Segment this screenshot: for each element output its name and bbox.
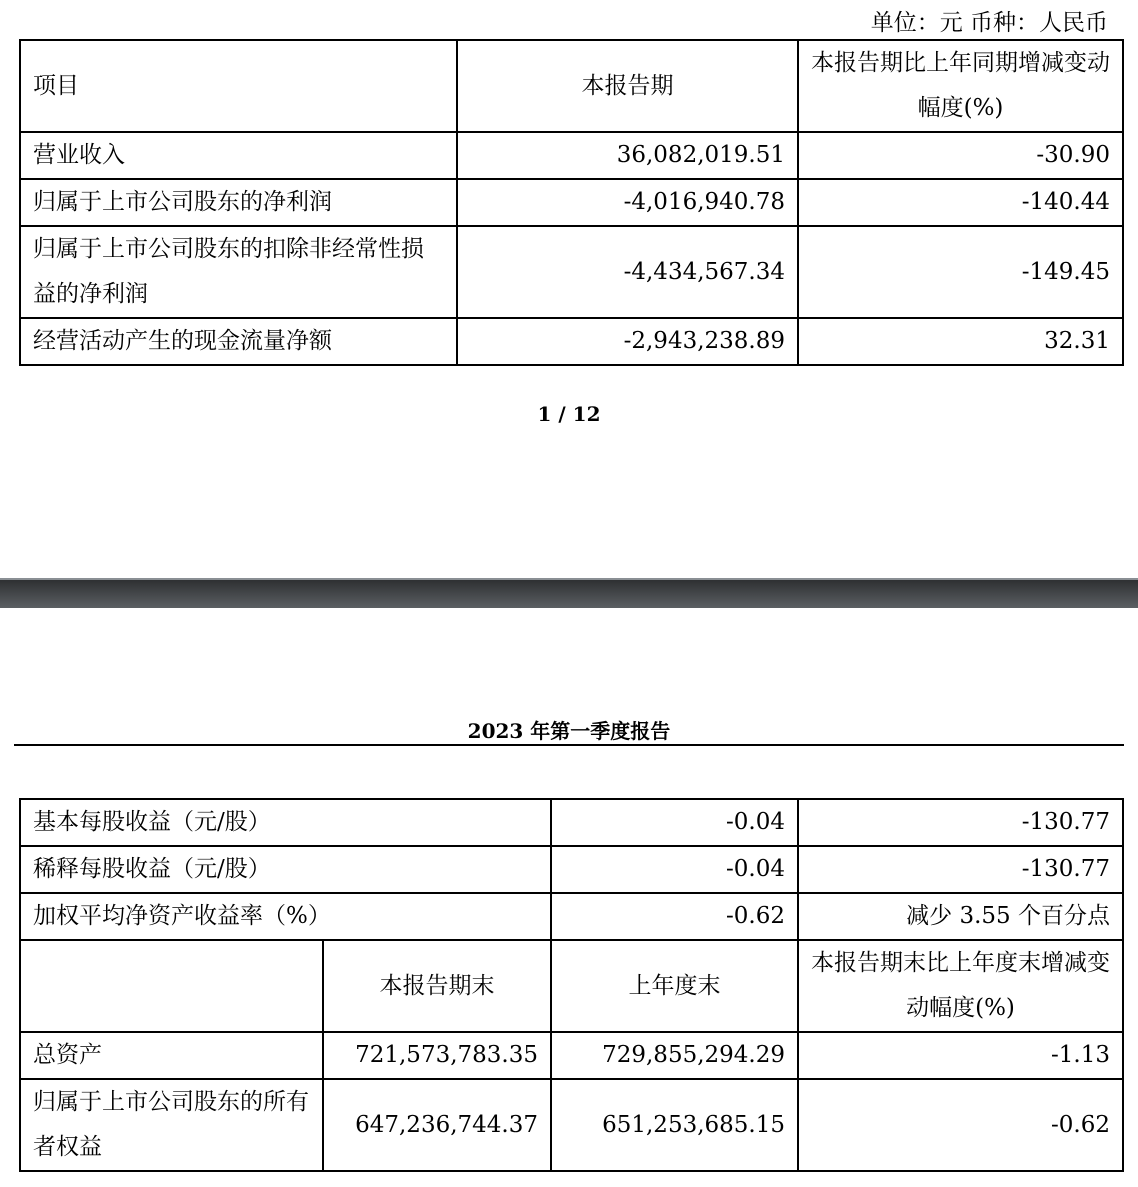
page-separator (0, 580, 1138, 608)
table-row (20, 893, 1123, 940)
table-row (20, 318, 1123, 365)
header-prior-year-end: 上年度末 (551, 940, 798, 1032)
row-current: -0.04 (551, 846, 798, 893)
title-underline (14, 744, 1124, 746)
row-item-label: 基本每股收益（元/股） (33, 809, 271, 835)
key-financials-table (19, 39, 1124, 366)
row-current: -2,943,238.89 (457, 318, 798, 365)
row-change: -0.62 (798, 1079, 1123, 1171)
header-change: 本报告期末比上年度末增减变动幅度(%) (798, 940, 1123, 1032)
table-row (20, 1079, 1123, 1171)
table-row (20, 226, 1123, 318)
row-change: 减少 3.55 个百分点 (798, 893, 1123, 940)
header-yoy-change: 本报告期比上年同期增减变动幅度(%) (798, 40, 1123, 132)
row-period-end: 721,573,783.35 (323, 1032, 551, 1079)
row-item: 归属于上市公司股东的扣除非经常性损益的净利润 (20, 226, 457, 318)
row-change: 32.31 (798, 318, 1123, 365)
row-item: 归属于上市公司股东的净利润 (20, 179, 457, 226)
header-item: 项目 (20, 40, 457, 132)
row-current: -4,434,567.34 (457, 226, 798, 318)
header-current-period: 本报告期 (457, 40, 798, 132)
row-change: -130.77 (798, 799, 1123, 846)
row-item: 加权平均净资产收益率（%） (20, 893, 551, 940)
table-header-row (20, 940, 1123, 1032)
row-change: -130.77 (798, 846, 1123, 893)
row-change: -140.44 (798, 179, 1123, 226)
row-item (20, 799, 551, 846)
row-change: -30.90 (798, 132, 1123, 179)
row-change: -1.13 (798, 1032, 1123, 1079)
unit-currency-note: 单位：元 币种：人民币 (870, 10, 1108, 36)
per-share-and-balance-table (19, 798, 1124, 1172)
row-current: -0.04 (551, 799, 798, 846)
header-item (20, 940, 323, 1032)
row-prior-year-end: 729,855,294.29 (551, 1032, 798, 1079)
page-number: 1 / 12 (537, 402, 601, 426)
row-current: -4,016,940.78 (457, 179, 798, 226)
row-current: 36,082,019.51 (457, 132, 798, 179)
row-change: -149.45 (798, 226, 1123, 318)
row-item: 经营活动产生的现金流量净额 (20, 318, 457, 365)
table-header-row (20, 40, 1123, 132)
header-period-end: 本报告期末 (323, 940, 551, 1032)
row-prior-year-end: 651,253,685.15 (551, 1079, 798, 1171)
row-item: 归属于上市公司股东的所有者权益 (20, 1079, 323, 1171)
table-row (20, 132, 1123, 179)
row-period-end: 647,236,744.37 (323, 1079, 551, 1171)
table-row (20, 1032, 1123, 1079)
row-current: -0.62 (551, 893, 798, 940)
table-row (20, 179, 1123, 226)
row-item: 稀释每股收益（元/股） (20, 846, 551, 893)
report-title: 2023 年第一季度报告 (467, 719, 671, 743)
table-row (20, 846, 1123, 893)
row-item: 总资产 (20, 1032, 323, 1079)
row-item: 营业收入 (20, 132, 457, 179)
table-row (20, 799, 1123, 846)
